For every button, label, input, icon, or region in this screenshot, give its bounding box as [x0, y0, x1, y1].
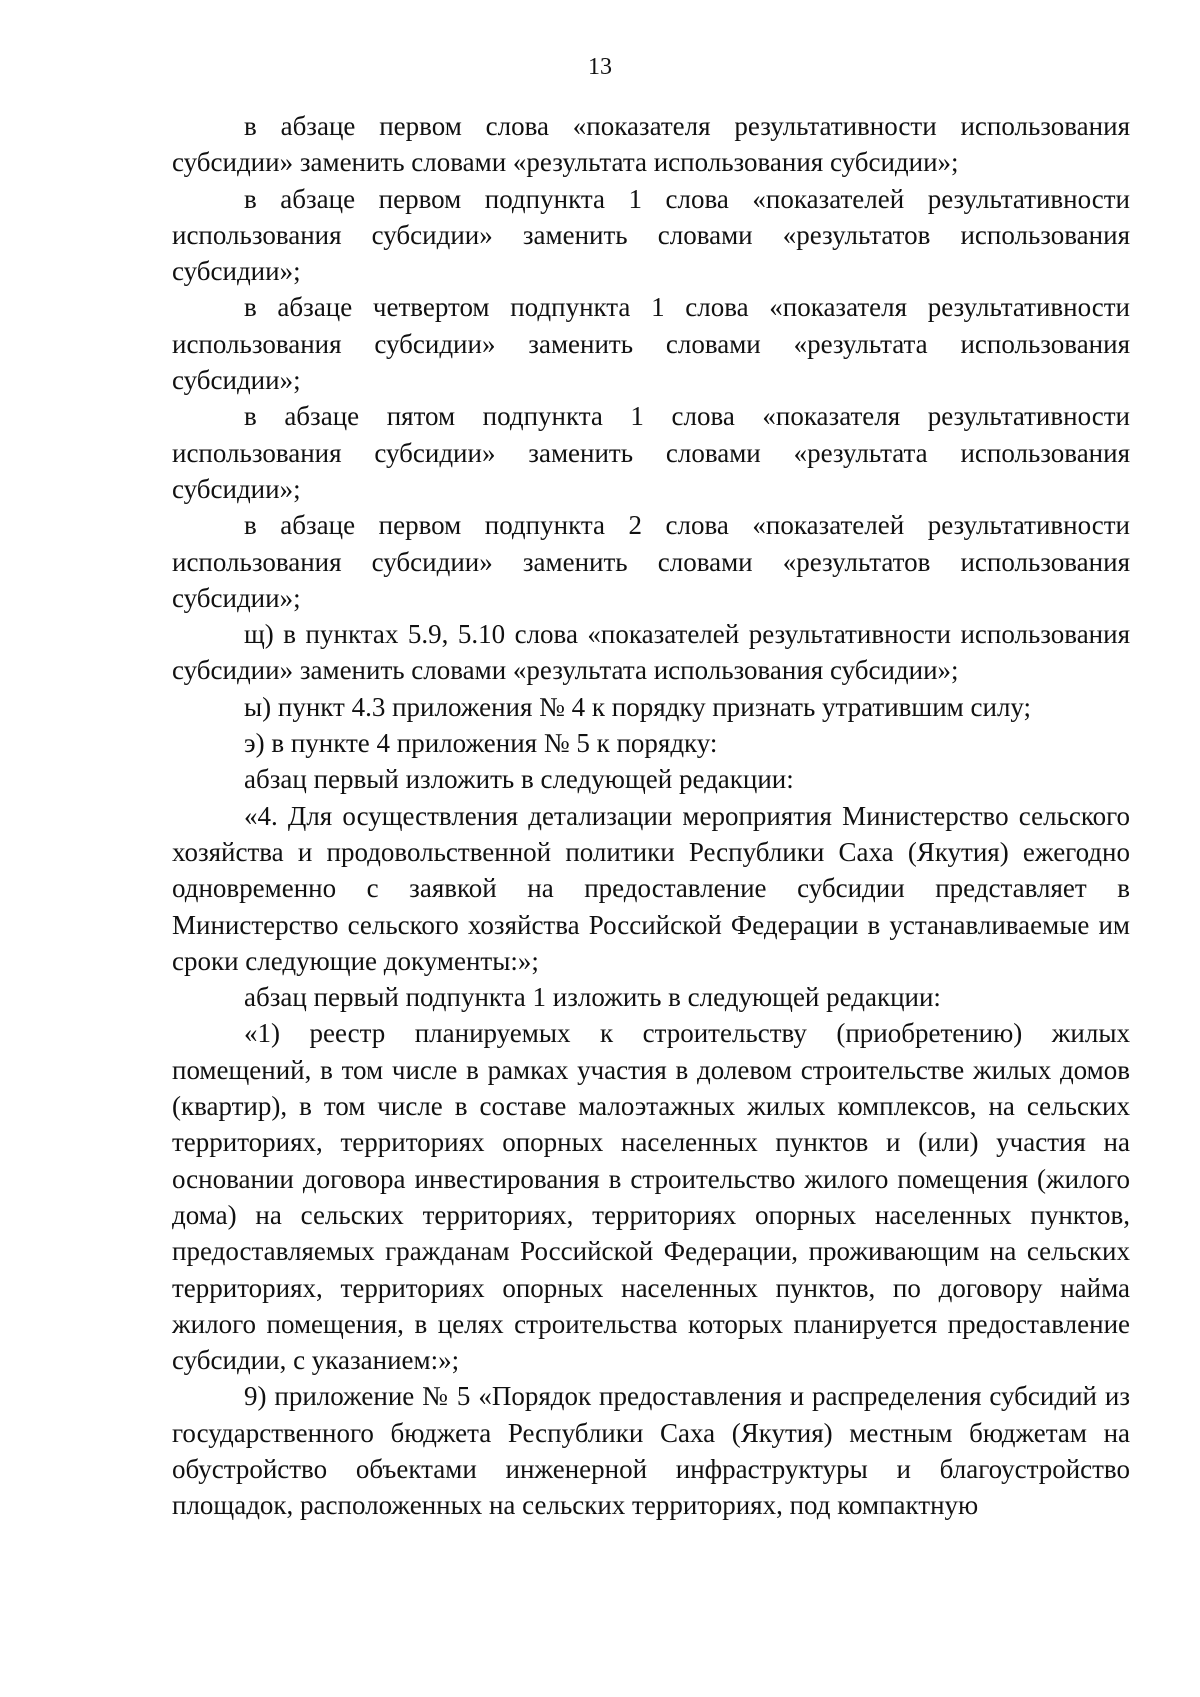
paragraph: абзац первый подпункта 1 изложить в следующей редакции:	[244, 982, 941, 1013]
paragraph: в абзаце пятом подпункта 1 слова «показателя результативности использования субсидии» заменить словами «результата использования субсидии»;	[172, 401, 1130, 504]
document-body	[172, 108, 1130, 1524]
paragraph: в абзаце четвертом подпункта 1 слова «показателя результативности использования субсидии» заменить словами «результата использования субсидии»;	[172, 292, 1130, 396]
paragraph: 9) приложение № 5 «Порядок предоставления и распределения субсидий из государственного бюджета Республики Саха (Якутия) местным бюджетам на обустройство объектами инженерной инфраструктуры и благоустройство площадок, расположенных на сельских территориях, под компактную	[172, 1381, 1130, 1521]
paragraph: в абзаце первом подпункта 2 слова «показателей результативности использования субсидии» заменить словами «результатов использования субсидии»;	[172, 510, 1130, 613]
paragraph: «1) реестр планируемых к строительству (приобретению) жилых помещений, в том числе в рамках участия в долевом строительстве жилых домов (квартир), в том числе в составе малоэтажных жилых комплексов, на сельских территориях, территориях опорных населенных пунктов и (или) участия на основании договора инвестирования в строительство жилого помещения (жилого дома) на сельских территориях, территориях опорных населенных пунктов, предоставляемых гражданам Российской Федерации, проживающим на сельских территориях, территориях опорных населенных пунктов, по договору найма жилого помещения, в целях строительства которых планируется предоставление субсидии, с указанием:»;	[172, 1018, 1130, 1376]
paragraph: абзац первый изложить в следующей редакции:	[244, 764, 794, 795]
page-number: 13	[588, 54, 612, 80]
paragraph: ы) пункт 4.3 приложения № 4 к порядку признать утратившим силу;	[244, 691, 1032, 722]
paragraph: в абзаце первом слова «показателя результативности использования субсидии» заменить словами «результата использования субсидии»;	[172, 111, 1130, 178]
paragraph: «4. Для осуществления детализации мероприятия Министерство сельского хозяйства и продовольственной политики Республики Саха (Якутия) ежегодно одновременно с заявкой на предоставление субсидии представляет в Министерство сельского хозяйства Российской Федерации в устанавливаемые им сроки следующие документы:»;	[172, 800, 1130, 976]
paragraph: э) в пункте 4 приложения № 5 к порядку:	[244, 728, 718, 759]
paragraph: щ) в пунктах 5.9, 5.10 слова «показателей результативности использования субсидии» заменить словами «результата использования субсидии»;	[172, 619, 1130, 686]
paragraph: в абзаце первом подпункта 1 слова «показателей результативности использования субсидии» заменить словами «результатов использования субсидии»;	[172, 183, 1130, 287]
